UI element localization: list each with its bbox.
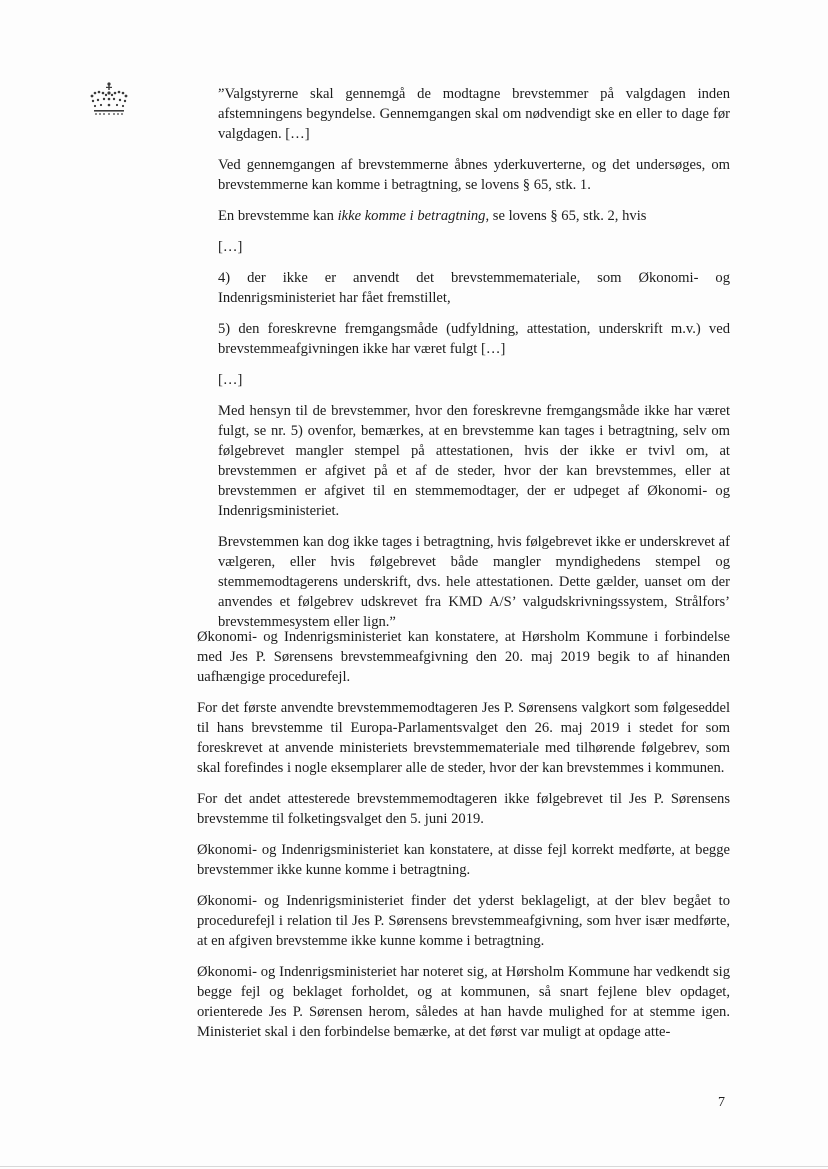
quote-paragraph: Med hensyn til de brevstemmer, hvor den foreskrevne fremgangsmåde ikke har været fulgt, se nr. 5) ovenfor, bemærkes, at en brevstemme kan tages i betragtning, selv om følgebrevet mangler stempel på attestationen, hvis der ikke er tvivl om, at brevstemmen er afgivet på et af de steder, hvor der kan brevstemmes, eller at brevstemmen er afgivet til en stemmemodtager, der er udpeget af Økonomi- og Indenrigsministeriet. [218, 403, 730, 519]
quote-paragraph [218, 206, 730, 226]
omission-marker: […] [218, 239, 243, 255]
body-paragraph: For det første anvendte brevstemmemodtageren Jes P. Sørensens valgkort som følgeseddel til hans brevstemme til Europa-Parlamentsvalget den 26. maj 2019 i stedet for som foreskrevet at anvende ministeriets brevstemmemateriale med tilhørende følgebrev, som skal forefindes i nogle eksemplarer alle de steder, hvor der kan brevstemmes i kommunen. [197, 700, 730, 776]
body-paragraph: Økonomi- og Indenrigsministeriet kan konstatere, at disse fejl korrekt medførte, at begge brevstemmer ikke kunne komme i betragtning. [197, 842, 730, 878]
quote-list-item: 4) der ikke er anvendt det brevstemmemateriale, som Økonomi- og Indenrigsministeriet har fået fremstillet, [218, 270, 730, 306]
omission-marker: […] [218, 372, 243, 388]
quote-emphasis: ikke komme i betragtning [337, 208, 486, 224]
quote-paragraph: Brevstemmen kan dog ikke tages i betragtning, hvis følgebrevet ikke er underskrevet af vælgeren, eller hvis følgebrevet både mangler myndighedens stempel og stemmemodtagerens underskrift, dvs. hele attestationen. Dette gælder, uanset om der anvendes et følgebrev udskrevet fra KMD A/S’ valgudskrivningssystem, Strålfors’ brevstemmesystem eller lign.” [218, 534, 730, 630]
quoted-guideline [218, 84, 730, 643]
quote-text: En brevstemme kan [218, 208, 338, 224]
body-paragraph: For det andet attesterede brevstemmemodtageren ikke følgebrevet til Jes P. Sørensens brevstemme til folketingsvalget den 5. juni 2019. [197, 791, 730, 827]
page-number: 7 [718, 1095, 725, 1110]
quote-paragraph: Ved gennemgangen af brevstemmerne åbnes yderkuverterne, og det undersøges, om brevstemmerne kan komme i betragtning, se lovens § 65, stk. 1. [218, 157, 730, 193]
body-paragraph: Økonomi- og Indenrigsministeriet har noteret sig, at Hørsholm Kommune har vedkendt sig begge fejl og beklaget forholdet, og at kommunen, så snart fejlene blev opdaget, orienterede Jes P. Sørensen herom, således at han havde mulighed for at stemme igen. Ministeriet skal i den forbindelse bemærke, at det først var muligt at opdage atte- [197, 964, 730, 1040]
body-paragraph: Økonomi- og Indenrigsministeriet kan konstatere, at Hørsholm Kommune i forbindelse med Jes P. Sørensens brevstemmeafgivning den 20. maj 2019 begik to af hinanden uafhængige procedurefejl. [197, 629, 730, 685]
crown-icon [86, 80, 132, 120]
quote-text: , se lovens § 65, stk. 2, hvis [485, 208, 647, 224]
page-edge [0, 1166, 828, 1167]
body-text [197, 627, 730, 1053]
body-paragraph: Økonomi- og Indenrigsministeriet finder det yderst beklageligt, at der blev begået to procedurefejl i relation til Jes P. Sørensens brevstemmeafgivning, som hver især medførte, at en afgiven brevstemme ikke kunne komme i betragtning. [197, 893, 730, 949]
quote-list-item: 5) den foreskrevne fremgangsmåde (udfyldning, attestation, underskrift m.v.) ved brevstemmeafgivningen ikke har været fulgt […] [218, 321, 730, 357]
quote-paragraph: ”Valgstyrerne skal gennemgå de modtagne brevstemmer på valgdagen inden afstemningens begyndelse. Gennemgangen skal om nødvendigt ske en eller to dage før valgdagen. […] [218, 86, 730, 142]
